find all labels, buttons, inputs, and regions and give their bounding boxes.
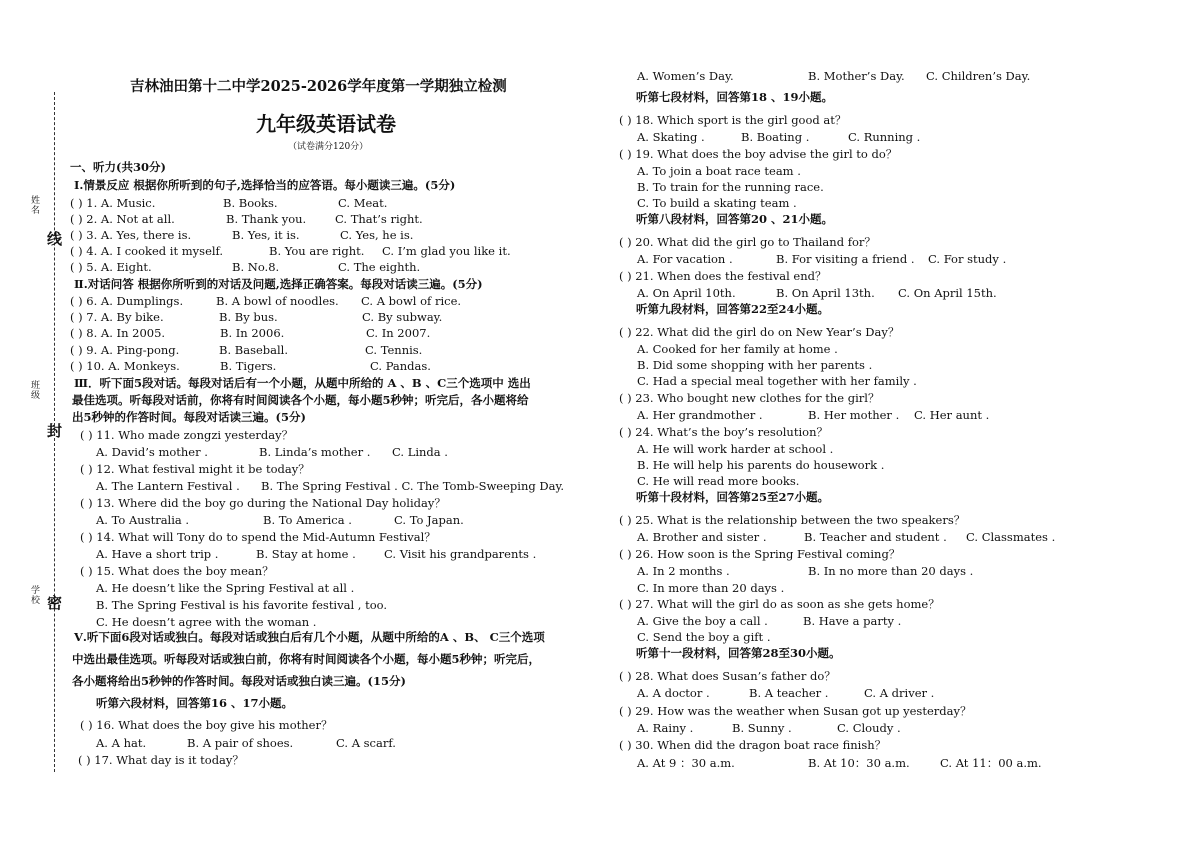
question-option: B. In no more than 20 days . [808, 564, 974, 578]
question-option: B. Thank you. [226, 212, 307, 226]
question-option: B. A pair of shoes. [187, 736, 294, 750]
question-option: ( ) 5. A. Eight. [70, 260, 152, 274]
question-option: B. By bus. [219, 310, 278, 324]
question-option: C. In more than 20 days . [637, 581, 785, 595]
question-option: A. A doctor . [637, 686, 710, 700]
question-option: C. I’m glad you like it. [382, 244, 511, 258]
question-option: A. The Lantern Festival . [96, 479, 240, 493]
part-instruction: Ⅴ.听下面6段对话或独白。每段对话或独白后有几个小题，从题中所给的A 、B、 C三个选项 [74, 630, 545, 644]
exam-subtitle: 九年级英语试卷 [256, 112, 396, 136]
question-option: C. Send the boy a gift . [637, 630, 771, 644]
question-option: B. Baseball. [219, 343, 289, 357]
part-instruction: 最佳选项。听每段对话前，你将有时间阅读各个小题，每小题5秒钟；听完后，各小题将给 [72, 393, 529, 407]
question-option: C. A bowl of rice. [361, 294, 462, 308]
question-option: C. By subway. [362, 310, 443, 324]
question-stem: ( ) 19. What does the boy advise the girl to do？ [619, 147, 898, 161]
question-option: C. To build a skating team . [637, 196, 797, 210]
question-stem: ( ) 26. How soon is the Spring Festival coming？ [619, 547, 901, 561]
question-option: C. On April 15th. [898, 286, 997, 300]
material-heading: 听第九段材料，回答第22至24小题。 [636, 302, 830, 316]
question-option: B. Books. [223, 196, 278, 210]
part-instruction: Ⅱ.对话问答 根据你所听到的对话及问题,选择正确答案。每段对话读三遍。(5分) [74, 277, 483, 291]
question-option: B. Have a party . [803, 614, 902, 628]
question-option: B. In 2006. [220, 326, 285, 340]
question-option: B. To America . [263, 513, 352, 527]
class-label: 班级 [29, 380, 39, 400]
question-stem: ( ) 14. What will Tony do to spend the Mid-Autumn Festival？ [80, 530, 436, 544]
material-heading: 听第六段材料，回答第16 、17小题。 [96, 696, 294, 710]
question-option: C. Visit his grandparents . [384, 547, 537, 561]
material-heading: 听第十一段材料，回答第28至30小题。 [636, 646, 841, 660]
question-stem: ( ) 20. What did the girl go to Thailand for？ [619, 235, 876, 249]
question-option: C. Linda . [392, 445, 448, 459]
question-option: ( ) 6. A. Dumplings. [70, 294, 184, 308]
question-option: C. He doesn’t agree with the woman . [96, 615, 317, 629]
question-option: A. Give the boy a call . [637, 614, 768, 628]
seal-char-line: 线 [47, 230, 63, 248]
question-option: B. Did some shopping with her parents . [637, 358, 873, 372]
question-option: B. A teacher . [749, 686, 829, 700]
question-stem: ( ) 11. Who made zongzi yesterday？ [80, 428, 294, 442]
question-option: B. The Spring Festival . C. The Tomb-Sweeping Day. [261, 479, 565, 493]
question-stem: ( ) 29. How was the weather when Susan got up yesterday？ [619, 704, 972, 718]
question-option: C. Her aunt . [914, 408, 990, 422]
question-stem: ( ) 22. What did the girl do on New Year’s Day？ [619, 325, 900, 339]
question-option: C. Meat. [338, 196, 388, 210]
question-option: B. Teacher and student . [804, 530, 947, 544]
question-option: A. For vacation . [637, 252, 733, 266]
question-option: B. At 10：30 a.m. [808, 756, 910, 770]
question-option: A. To join a boat race team . [637, 164, 801, 178]
question-option: ( ) 1. A. Music. [70, 196, 156, 210]
question-option: B. For visiting a friend . [776, 252, 915, 266]
question-option: B. Yes, it is. [232, 228, 300, 242]
part-instruction: 中选出最佳选项。听每段对话或独白前，你将有时间阅读各个小题，每小题5秒钟；听完后， [72, 652, 540, 666]
question-option: B. Stay at home . [256, 547, 356, 561]
question-option: B. No.8. [232, 260, 280, 274]
material-heading: 听第十段材料，回答第25至27小题。 [636, 490, 830, 504]
question-option: ( ) 3. A. Yes, there is. [70, 228, 192, 242]
school-label: 学校 [29, 585, 39, 605]
material-heading: 听第八段材料，回答第20 、21小题。 [636, 212, 834, 226]
question-stem: ( ) 27. What will the girl do as soon as she gets home？ [619, 597, 940, 611]
question-option: B. Linda’s mother . [259, 445, 371, 459]
question-stem: ( ) 13. Where did the boy go during the National Day holiday？ [80, 496, 446, 510]
question-option: B. You are right. [269, 244, 365, 258]
question-option: ( ) 8. A. In 2005. [70, 326, 166, 340]
question-option: ( ) 4. A. I cooked it myself. [70, 244, 224, 258]
question-option: C. A scarf. [336, 736, 396, 750]
question-option: C. The eighth. [338, 260, 421, 274]
material-heading: 听第七段材料，回答第18 、19小题。 [636, 90, 834, 104]
question-stem: ( ) 30. When did the dragon boat race finish？ [619, 738, 887, 752]
question-option: B. To train for the running race. [637, 180, 824, 194]
name-label: 姓名 [29, 195, 39, 215]
question-stem: ( ) 12. What festival might it be today？ [80, 462, 310, 476]
question-option: C. A driver . [864, 686, 935, 700]
question-option: B. Boating . [741, 130, 810, 144]
question-option: C. At 11：00 a.m. [940, 756, 1042, 770]
question-option: A. In 2 months . [637, 564, 730, 578]
question-option: A. Brother and sister . [637, 530, 767, 544]
question-stem: ( ) 17. What day is it today？ [78, 753, 244, 767]
question-option: ( ) 2. A. Not at all. [70, 212, 175, 226]
question-option: C. Cloudy . [837, 721, 901, 735]
question-option: C. Children’s Day. [926, 69, 1031, 83]
question-option: C. In 2007. [366, 326, 431, 340]
question-option: A. Rainy . [637, 721, 694, 735]
question-stem: ( ) 24. What’s the boy’s resolution？ [619, 425, 828, 439]
part-instruction: 各小题将给出5秒钟的作答时间。每段对话或独白读三遍。(15分) [72, 674, 406, 688]
question-option: A. Skating . [637, 130, 705, 144]
question-stem: ( ) 21. When does the festival end？ [619, 269, 827, 283]
question-option: C. For study . [928, 252, 1007, 266]
question-option: ( ) 10. A. Monkeys. [70, 359, 180, 373]
question-option: ( ) 7. A. By bike. [70, 310, 164, 324]
part-instruction: Ⅰ.情景反应 根据你所听到的句子,选择恰当的应答语。每小题读三遍。(5分) [74, 178, 456, 192]
question-stem: ( ) 16. What does the boy give his mother？ [80, 718, 333, 732]
question-option: C. To Japan. [394, 513, 464, 527]
section-heading: 一、听力(共30分) [70, 160, 166, 174]
seal-char-seal: 封 [47, 422, 63, 440]
question-option: B. A bowl of noodles. [216, 294, 339, 308]
question-stem: ( ) 18. Which sport is the girl good at？ [619, 113, 847, 127]
question-option: A. Have a short trip . [96, 547, 219, 561]
question-option: C. Tennis. [365, 343, 423, 357]
question-option: A. He will work harder at school . [637, 442, 834, 456]
question-option: C. Classmates . [966, 530, 1056, 544]
question-option: B. Mother’s Day. [808, 69, 905, 83]
question-option: B. On April 13th. [776, 286, 875, 300]
question-option: C. Had a special meal together with her family . [637, 374, 917, 388]
question-option: B. Tigers. [220, 359, 277, 373]
question-option: C. Pandas. [370, 359, 431, 373]
seal-char-secret: 密 [47, 594, 63, 612]
question-option: A. On April 10th. [637, 286, 736, 300]
question-stem: ( ) 23. Who bought new clothes for the girl？ [619, 391, 880, 405]
score-note: （试卷满分120分） [288, 142, 369, 152]
part-instruction: Ⅲ．听下面5段对话。每段对话后有一个小题，从题中所给的 A 、B 、C三个选项中 选出 [74, 376, 531, 390]
question-stem: ( ) 28. What does Susan’s father do？ [619, 669, 836, 683]
question-option: B. Sunny . [732, 721, 792, 735]
question-option: B. The Spring Festival is his favorite festival , too. [96, 598, 388, 612]
question-option: A. Women’s Day. [637, 69, 734, 83]
question-option: A. He doesn’t like the Spring Festival at all . [96, 581, 355, 595]
question-option: A. At 9 ：30 a.m. [637, 756, 735, 770]
question-option: C. Yes, he is. [340, 228, 414, 242]
question-option: B. Her mother . [808, 408, 900, 422]
exam-title: 吉林油田第十二中学2025-2026学年度第一学期独立检测 [130, 78, 507, 95]
question-option: A. Cooked for her family at home . [637, 342, 838, 356]
part-instruction: 出5秒钟的作答时间。每段对话读三遍。(5分) [72, 410, 306, 424]
question-option: ( ) 9. A. Ping-pong. [70, 343, 180, 357]
question-option: B. He will help his parents do housework . [637, 458, 885, 472]
question-option: A. A hat. [96, 736, 147, 750]
question-option: A. To Australia . [96, 513, 190, 527]
question-option: C. Running . [848, 130, 921, 144]
question-stem: ( ) 25. What is the relationship between the two speakers？ [619, 513, 966, 527]
question-option: C. That’s right. [335, 212, 423, 226]
question-option: A. David’s mother . [96, 445, 208, 459]
question-option: A. Her grandmother . [637, 408, 763, 422]
question-stem: ( ) 15. What does the boy mean？ [80, 564, 274, 578]
question-option: C. He will read more books. [637, 474, 800, 488]
